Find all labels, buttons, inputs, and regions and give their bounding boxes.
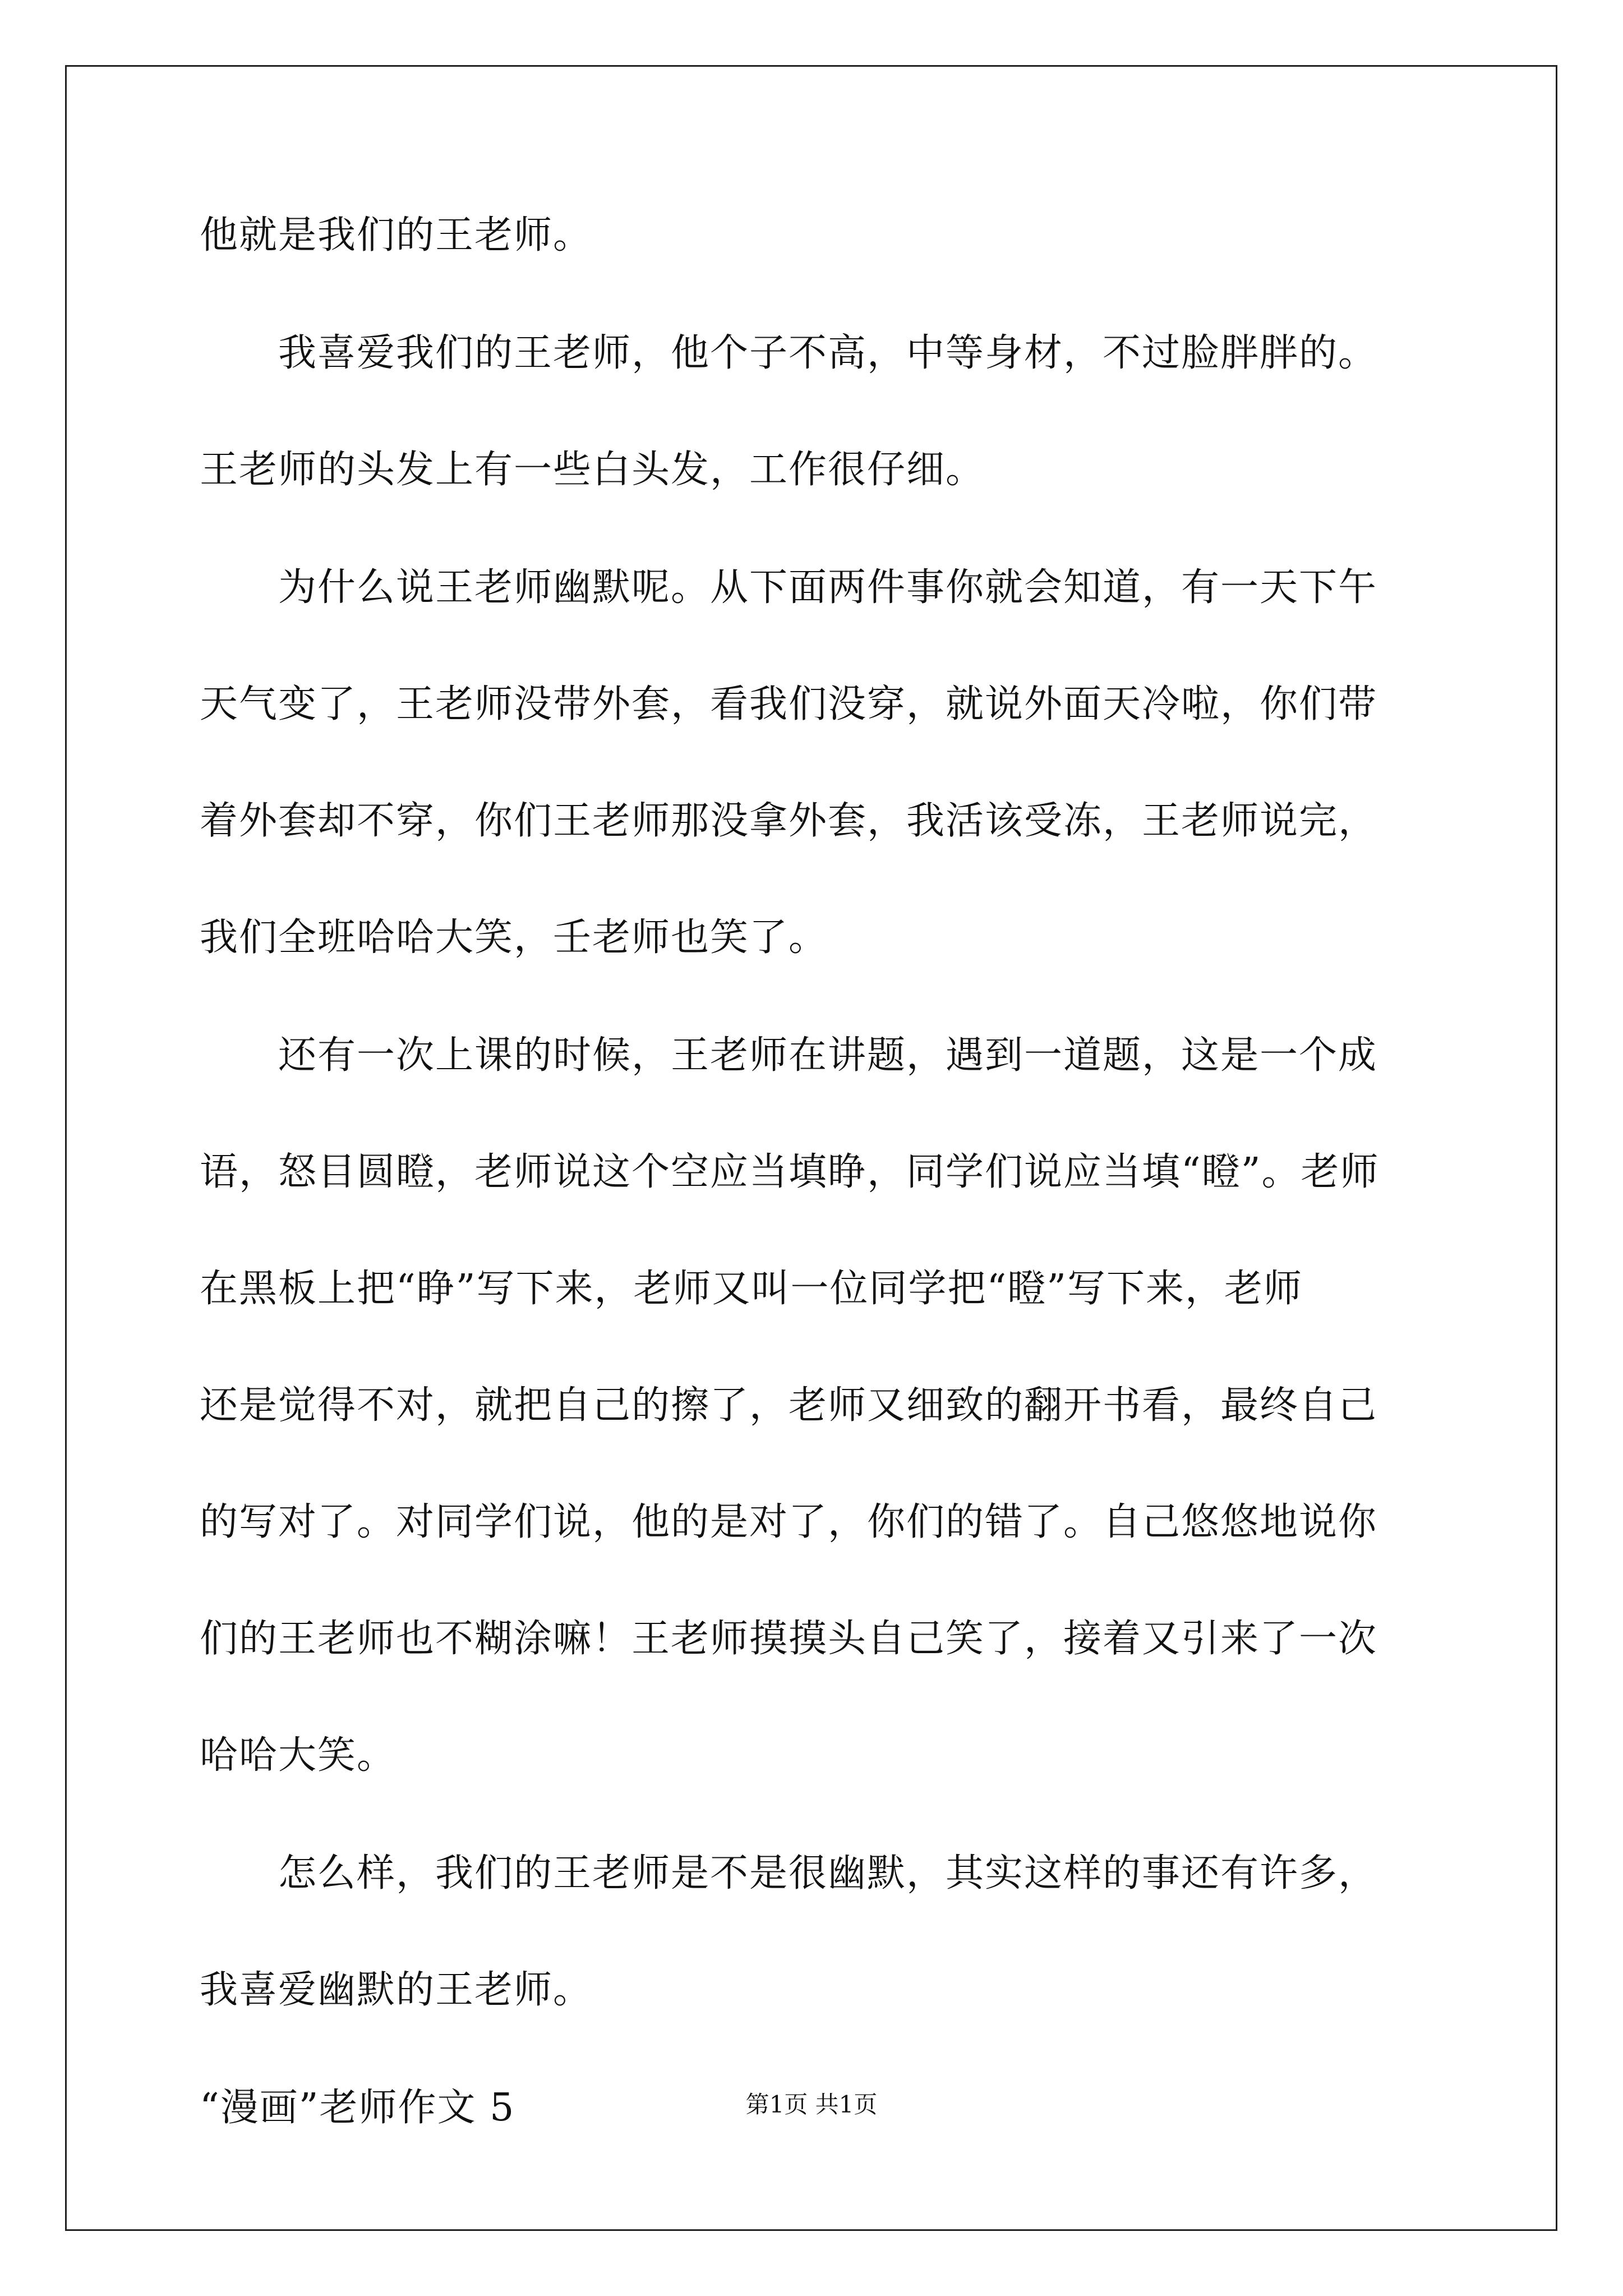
page-footer: 第1页 共1页 <box>745 2091 878 2118</box>
text-line-9: 语，怒目圆瞪，老师说这个空应当填睁，同学们说应当填“瞪”。老师 <box>200 1150 1380 1194</box>
text-line-2: 我喜爱我们的王老师，他个子不高，中等身材，不过脸胖胖的。 <box>278 331 1378 375</box>
text-line-16: 我喜爱幽默的王老师。 <box>200 1968 593 2012</box>
text-line-8: 还有一次上课的时候，王老师在讲题，遇到一道题，这是一个成 <box>278 1033 1378 1078</box>
text-line-6: 着外套却不穿，你们王老师那没拿外套，我活该受冻，王老师说完， <box>200 799 1378 843</box>
text-line-11: 还是觉得不对，就把自己的擦了，老师又细致的翻开书看，最终自己 <box>200 1383 1378 1428</box>
text-line-15: 怎么样，我们的王老师是不是很幽默，其实这样的事还有许多， <box>278 1851 1378 1895</box>
text-line-13: 们的王老师也不糊涂嘛！王老师摸摸头自己笑了，接着又引来了一次 <box>200 1617 1378 1661</box>
text-line-3: 王老师的头发上有一些白头发，工作很仔细。 <box>200 448 985 492</box>
text-line-12: 的写对了。对同学们说，他的是对了，你们的错了。自己悠悠地说你 <box>200 1500 1378 1544</box>
text-line-14: 哈哈大笑。 <box>200 1733 396 1778</box>
text-line-4: 为什么说王老师幽默呢。从下面两件事你就会知道，有一天下午 <box>278 565 1378 610</box>
section-heading: “漫画”老师作文 5 <box>200 2086 515 2130</box>
text-line-1: 他就是我们的王老师。 <box>200 213 593 257</box>
text-line-7: 我们全班哈哈大笑，壬老师也笑了。 <box>200 915 828 960</box>
text-line-10: 在黑板上把“睁”写下来，老师又叫一位同学把“瞪”写下来，老师 <box>200 1267 1303 1311</box>
text-line-5: 天气变了，王老师没带外套，看我们没穿，就说外面天冷啦，你们带 <box>200 682 1378 726</box>
